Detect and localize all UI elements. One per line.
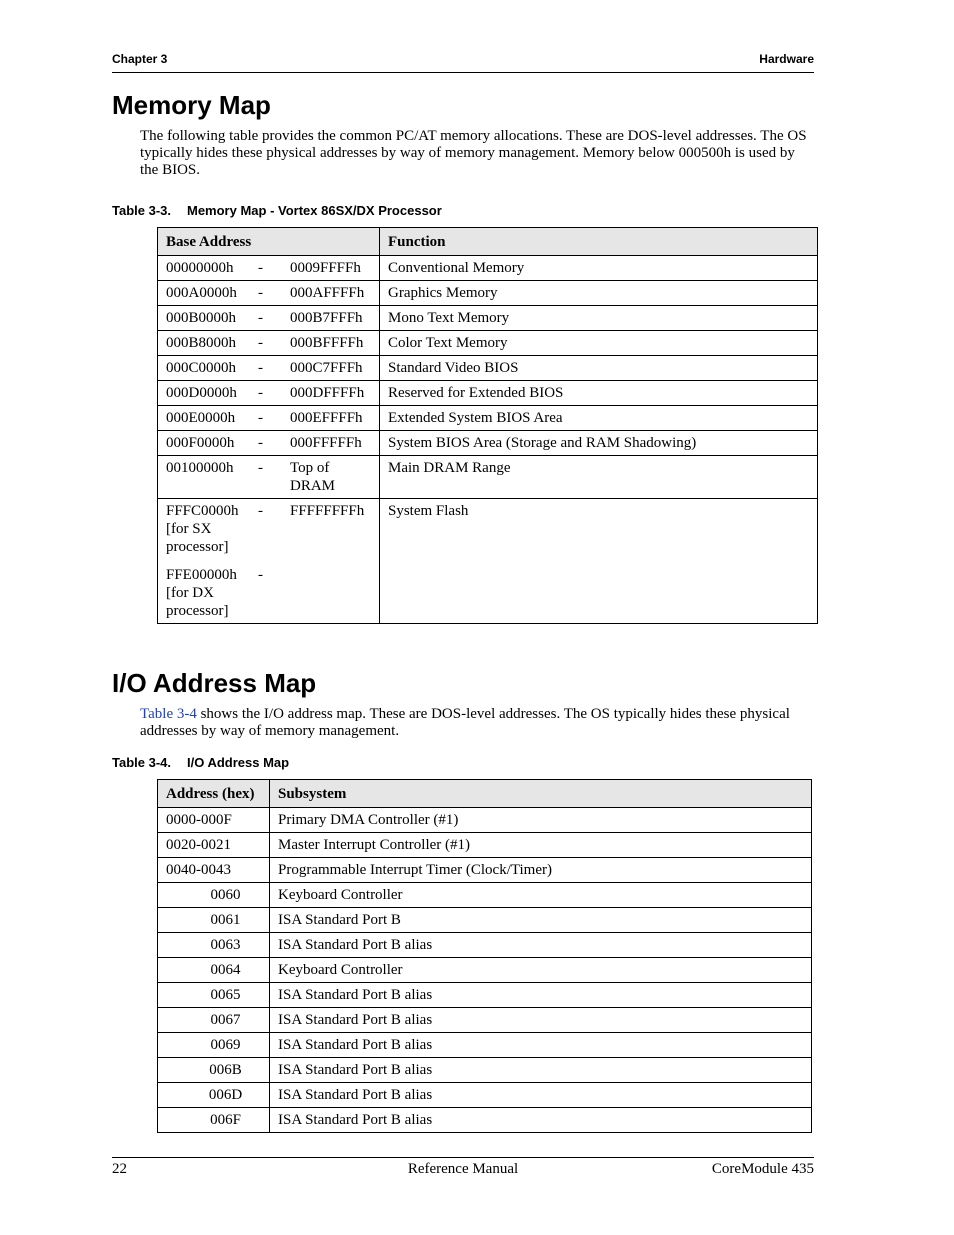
range-start: 00000000h — [166, 260, 234, 276]
address-range — [166, 309, 371, 327]
range-end: 000EFFFFh — [290, 410, 363, 426]
subsystem-cell: Keyboard Controller — [270, 883, 812, 908]
range-end — [290, 566, 370, 620]
address-value: 006B — [209, 1062, 242, 1078]
address-cell — [158, 1008, 270, 1033]
table-row — [158, 1083, 812, 1108]
range-end: FFFFFFFFh — [290, 503, 365, 519]
range-start: 000D0000h — [166, 385, 237, 401]
range-separator: - — [258, 285, 263, 301]
footer-page-number: 22 — [112, 1161, 127, 1177]
table-row — [158, 858, 812, 883]
address-range — [166, 334, 371, 352]
base-address-cell — [158, 406, 380, 431]
address-cell — [158, 1033, 270, 1058]
range-start: 000C0000h — [166, 360, 237, 376]
address-value: 006F — [210, 1112, 241, 1128]
address-range — [166, 409, 371, 427]
function-cell: System BIOS Area (Storage and RAM Shadowing) — [380, 431, 818, 456]
function-cell: Mono Text Memory — [380, 306, 818, 331]
io-intro-text: shows the I/O address map. These are DOS-level addresses. The OS typically hides these physical addresses by way of memory management. — [140, 706, 790, 739]
subsystem-cell: ISA Standard Port B alias — [270, 933, 812, 958]
table-row — [158, 1058, 812, 1083]
column-header-base-address: Base Address — [158, 228, 380, 256]
address-value: 0060 — [210, 887, 241, 903]
table-caption-io — [112, 755, 289, 770]
table-caption-memory — [112, 203, 442, 218]
io-address-rows — [158, 808, 812, 1133]
table-row — [158, 983, 812, 1008]
function-cell: Graphics Memory — [380, 281, 818, 306]
range-separator: - — [258, 435, 263, 451]
column-header-address: Address (hex) — [158, 780, 270, 808]
subsystem-cell: Primary DMA Controller (#1) — [270, 808, 812, 833]
range-start: FFFC0000h [for SX processor] — [166, 503, 239, 555]
address-value: 0067 — [210, 1012, 241, 1028]
address-cell — [158, 1108, 270, 1133]
table-row — [158, 833, 812, 858]
range-start: 00100000h — [166, 460, 234, 476]
table-row — [158, 256, 818, 281]
address-cell — [158, 1083, 270, 1108]
range-separator: - — [258, 385, 263, 401]
range-end: 000AFFFFh — [290, 285, 365, 301]
function-cell: Standard Video BIOS — [380, 356, 818, 381]
address-range — [166, 566, 371, 620]
subsystem-cell: ISA Standard Port B alias — [270, 1108, 812, 1133]
table-row — [158, 306, 818, 331]
base-address-cell — [158, 431, 380, 456]
table-row — [158, 406, 818, 431]
subsystem-cell: ISA Standard Port B alias — [270, 1033, 812, 1058]
subsystem-cell: ISA Standard Port B — [270, 908, 812, 933]
address-range — [166, 284, 371, 302]
table-row — [158, 1108, 812, 1133]
base-address-cell — [158, 356, 380, 381]
range-separator: - — [258, 567, 263, 583]
address-range — [166, 384, 371, 402]
footer-product-name: CoreModule 435 — [711, 1161, 814, 1177]
subsystem-cell: ISA Standard Port B alias — [270, 983, 812, 1008]
address-cell — [158, 983, 270, 1008]
caption-title: I/O Address Map — [187, 755, 290, 770]
address-value: 0064 — [210, 962, 241, 978]
table-row — [158, 1033, 812, 1058]
table-header-row — [158, 780, 812, 808]
table-row — [158, 883, 812, 908]
range-start: FFE00000h [for DX processor] — [166, 567, 237, 619]
range-end: 000BFFFFh — [290, 335, 364, 351]
range-end: 000DFFFFh — [290, 385, 365, 401]
range-separator: - — [258, 460, 263, 476]
address-range — [166, 434, 371, 452]
caption-title: Memory Map - Vortex 86SX/DX Processor — [187, 203, 442, 218]
caption-number: Table 3-3. — [112, 203, 172, 218]
range-separator: - — [258, 310, 263, 326]
subsystem-cell: Programmable Interrupt Timer (Clock/Timer) — [270, 858, 812, 883]
function-cell: System Flash — [380, 499, 818, 624]
range-start: 000B8000h — [166, 335, 237, 351]
io-address-table — [157, 779, 812, 1133]
address-value: 006D — [208, 1087, 243, 1103]
address-cell — [158, 883, 270, 908]
address-value: 0063 — [210, 937, 241, 953]
base-address-cell — [158, 381, 380, 406]
column-header-function: Function — [380, 228, 818, 256]
address-value: 0065 — [210, 987, 241, 1003]
table-row — [158, 808, 812, 833]
table-reference-link[interactable]: Table 3-4 — [140, 706, 197, 722]
address-value: 0069 — [210, 1037, 241, 1053]
page-header — [112, 52, 814, 73]
table-row — [158, 281, 818, 306]
memory-map-intro: The following table provides the common PC/AT memory allocations. These are DOS-level addresses. The OS typically hides these physical addresses by way of memory management. Memory below 000500h is used by the BIOS. — [140, 128, 807, 178]
range-separator: - — [258, 335, 263, 351]
memory-map-rows — [158, 256, 818, 624]
table-row — [158, 381, 818, 406]
range-separator: - — [258, 260, 263, 276]
memory-map-heading: Memory Map — [112, 90, 271, 120]
range-separator: - — [258, 503, 263, 519]
address-cell — [158, 1058, 270, 1083]
table-row — [158, 331, 818, 356]
page-footer — [112, 1157, 814, 1182]
range-start: 000F0000h — [166, 435, 235, 451]
io-map-heading: I/O Address Map — [112, 668, 317, 698]
table-row — [158, 456, 818, 499]
column-header-subsystem: Subsystem — [270, 780, 812, 808]
table-row — [158, 356, 818, 381]
table-row — [158, 499, 818, 624]
subsystem-cell: ISA Standard Port B alias — [270, 1008, 812, 1033]
memory-map-table — [157, 227, 818, 624]
address-range — [166, 259, 371, 277]
subsystem-cell: ISA Standard Port B alias — [270, 1058, 812, 1083]
address-range — [166, 359, 371, 377]
range-start: 000A0000h — [166, 285, 237, 301]
base-address-cell — [158, 456, 380, 499]
base-address-cell — [158, 331, 380, 356]
function-cell: Main DRAM Range — [380, 456, 818, 499]
table-row — [158, 1008, 812, 1033]
address-cell — [158, 958, 270, 983]
footer-manual-title: Reference Manual — [407, 1161, 519, 1177]
address-cell — [158, 933, 270, 958]
base-address-cell — [158, 306, 380, 331]
range-separator: - — [258, 410, 263, 426]
table-row — [158, 431, 818, 456]
address-cell — [158, 908, 270, 933]
address-range — [166, 502, 371, 556]
range-end: 000FFFFFh — [290, 435, 362, 451]
header-chapter: Chapter 3 — [112, 52, 168, 66]
range-end: 000B7FFFh — [290, 310, 363, 326]
caption-number: Table 3-4. — [112, 755, 172, 770]
address-cell: 0040-0043 — [158, 858, 270, 883]
function-cell: Color Text Memory — [380, 331, 818, 356]
range-start: 000B0000h — [166, 310, 237, 326]
io-map-intro — [140, 706, 814, 740]
range-separator: - — [258, 360, 263, 376]
table-header-row — [158, 228, 818, 256]
range-end: 0009FFFFh — [290, 260, 361, 276]
header-section: Hardware — [759, 52, 814, 66]
address-range — [166, 459, 371, 495]
base-address-cell — [158, 256, 380, 281]
base-address-cell — [158, 499, 380, 624]
address-cell: 0020-0021 — [158, 833, 270, 858]
table-row — [158, 933, 812, 958]
address-value: 0061 — [210, 912, 241, 928]
subsystem-cell: Master Interrupt Controller (#1) — [270, 833, 812, 858]
subsystem-cell: ISA Standard Port B alias — [270, 1083, 812, 1108]
function-cell: Extended System BIOS Area — [380, 406, 818, 431]
function-cell: Reserved for Extended BIOS — [380, 381, 818, 406]
subsystem-cell: Keyboard Controller — [270, 958, 812, 983]
base-address-cell — [158, 281, 380, 306]
function-cell: Conventional Memory — [380, 256, 818, 281]
table-row — [158, 958, 812, 983]
range-start: 000E0000h — [166, 410, 236, 426]
address-cell: 0000-000F — [158, 808, 270, 833]
range-end: 000C7FFFh — [290, 360, 363, 376]
table-row — [158, 908, 812, 933]
range-end: Top of DRAM — [290, 460, 336, 494]
